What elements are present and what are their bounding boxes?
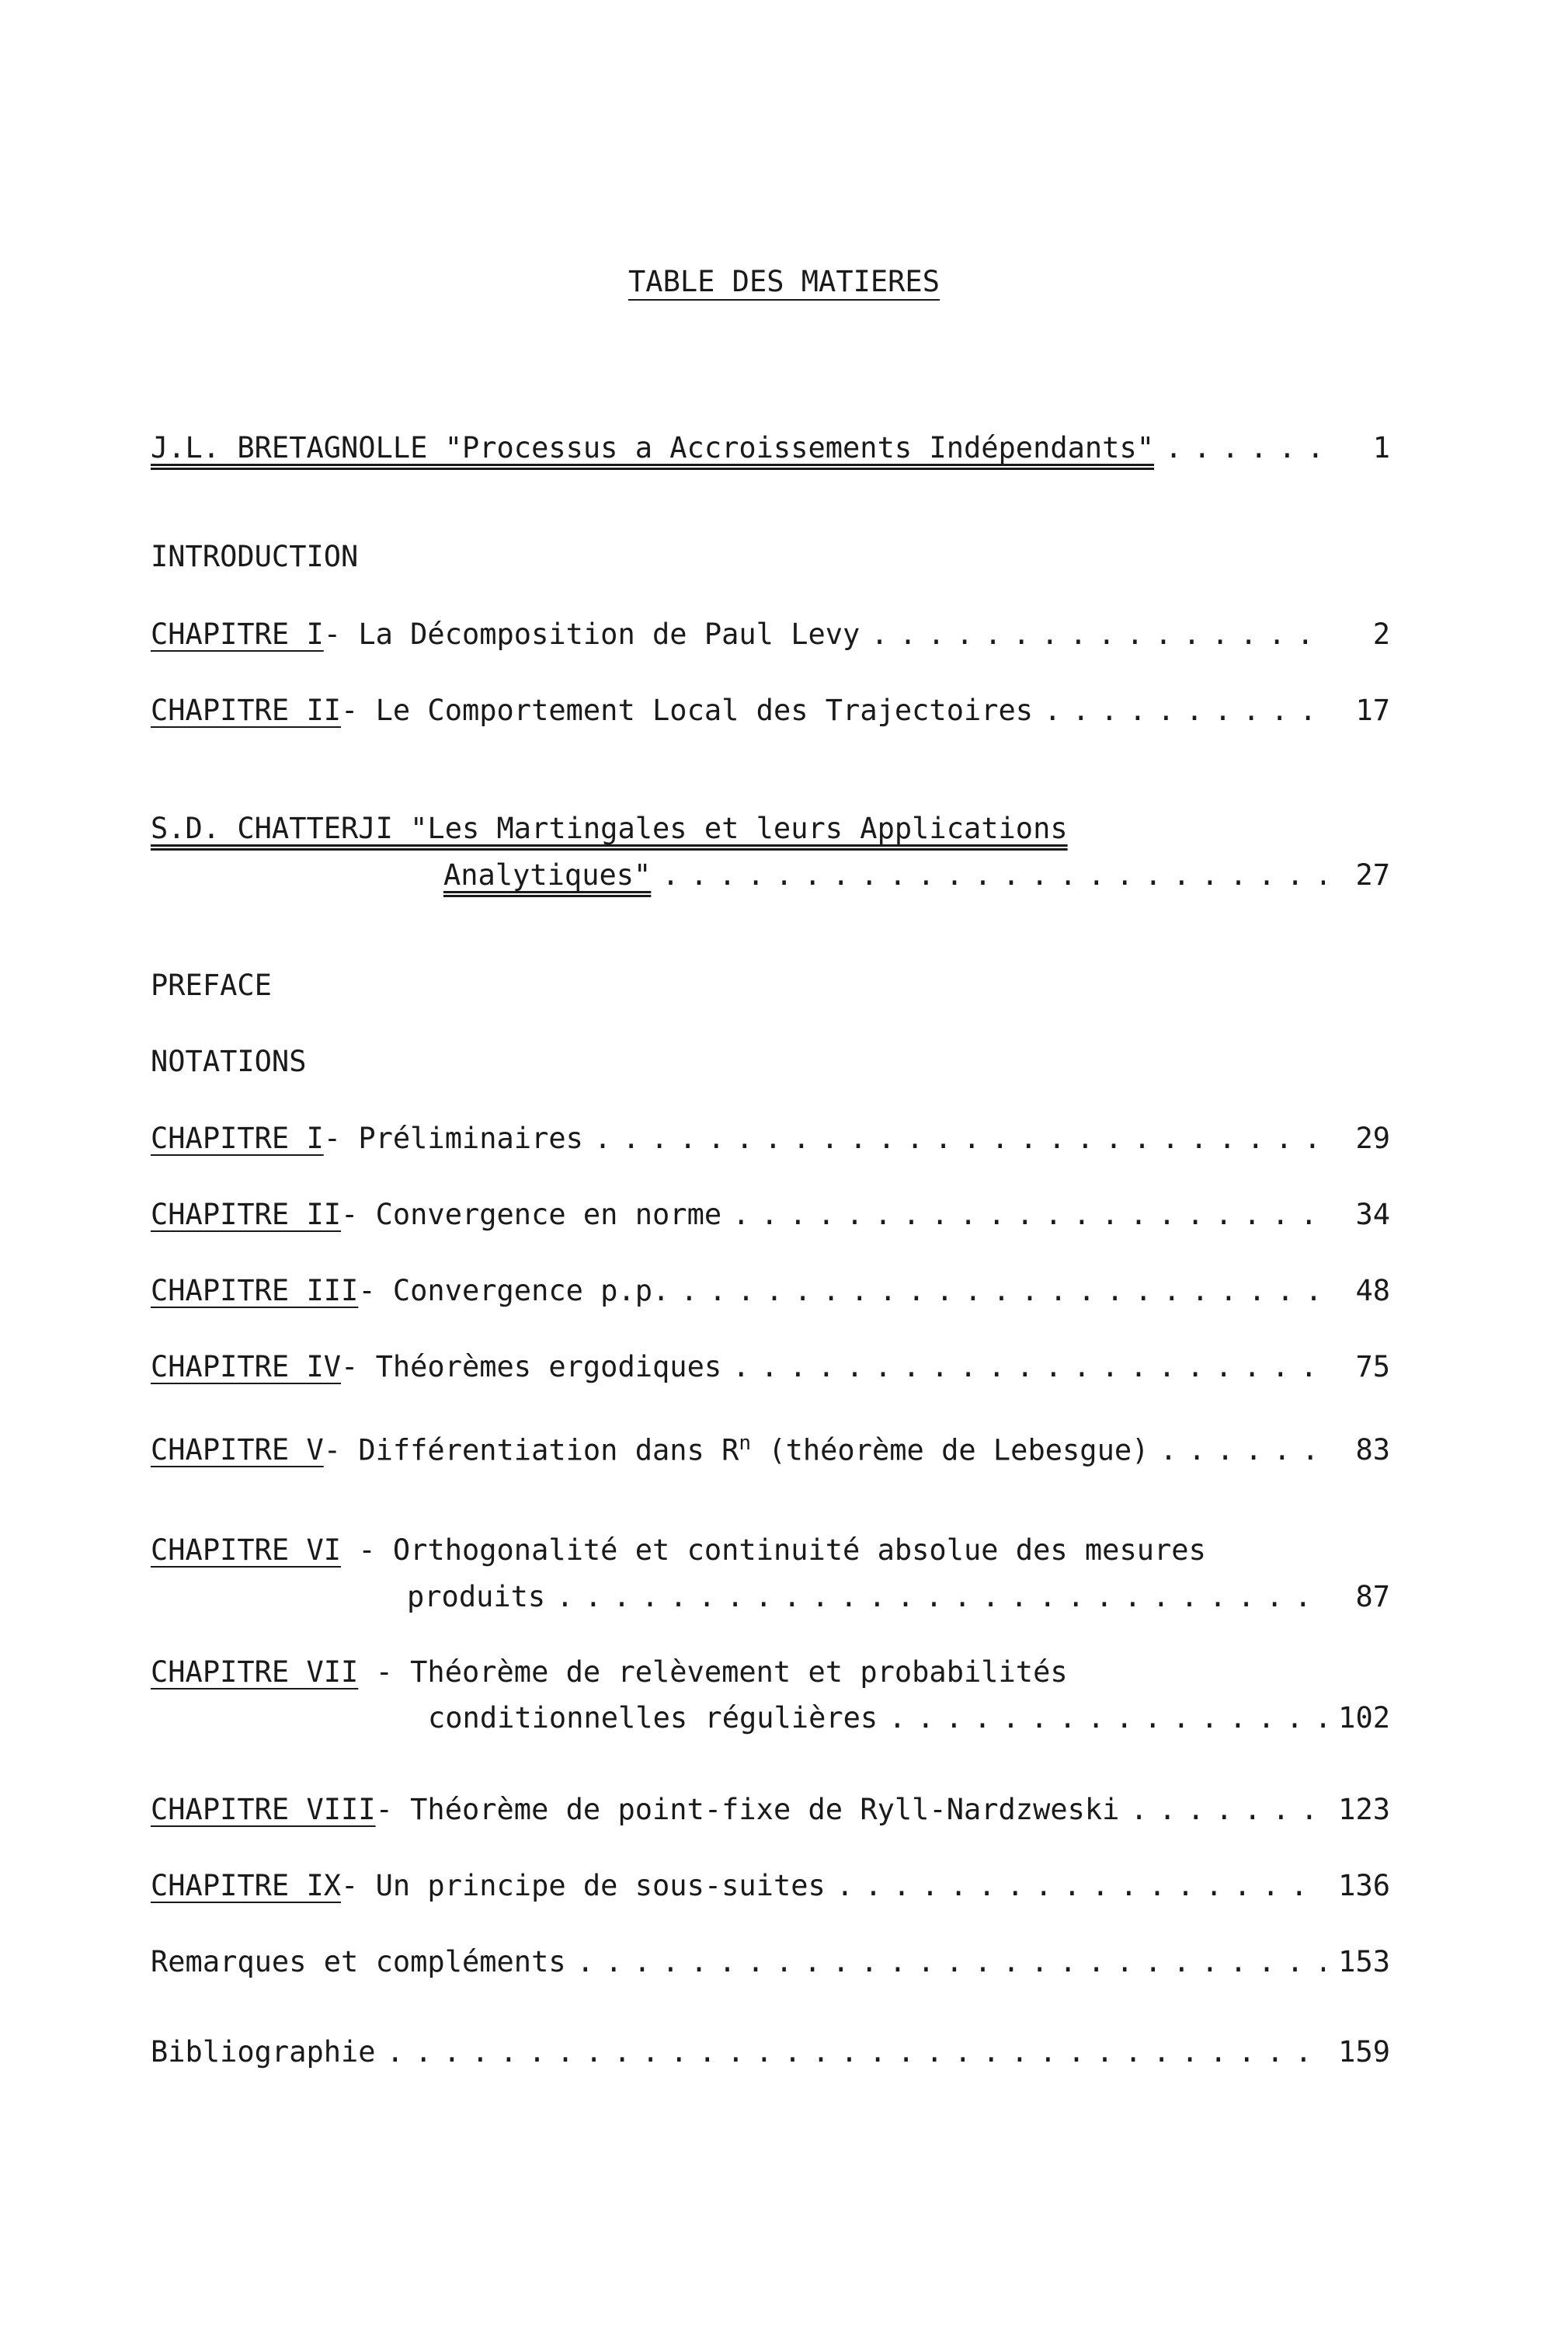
section-heading-line2: Analytiques" <box>443 858 652 892</box>
toc-entry[interactable] <box>151 1425 1390 1467</box>
chapter-title: - Convergence en norme <box>341 1198 722 1231</box>
toc-entry[interactable] <box>151 1273 1390 1309</box>
chapter-label: CHAPITRE VII <box>151 1655 359 1689</box>
chapter-label: CHAPITRE I <box>151 618 324 651</box>
toc-entry-line2[interactable] <box>407 1579 1390 1615</box>
leader-dots <box>594 1121 1325 1157</box>
chapter-title: - Préliminaires <box>323 1122 583 1155</box>
chapter-title: - Théorème de relèvement et probabilités <box>358 1655 1068 1689</box>
toc-entry[interactable] <box>151 1121 1390 1157</box>
chapter-label: CHAPITRE II <box>151 1198 342 1231</box>
chapter-title: - Orthogonalité et continuité absolue des mesures <box>341 1533 1206 1567</box>
chapter-label: CHAPITRE III <box>151 1274 359 1307</box>
toc-entry[interactable] <box>151 693 1390 729</box>
page-number: 123 <box>1338 1793 1390 1826</box>
page-number: 2 <box>1372 618 1390 651</box>
superscript: n <box>739 1432 752 1455</box>
chapter-label: CHAPITRE IX <box>151 1869 342 1902</box>
leader-dots <box>732 1197 1325 1233</box>
chapter-title-cont: conditionnelles régulières <box>428 1701 878 1735</box>
section-heading-line1: S.D. CHATTERJI "Les Martingales et leurs Applications <box>151 812 1068 845</box>
leader-dots <box>732 1349 1325 1385</box>
leader-dots <box>1165 430 1325 466</box>
toc-entry[interactable] <box>151 1868 1390 1904</box>
entry-label: Remarques et compléments <box>151 1945 566 1978</box>
chapter-label: CHAPITRE VIII <box>151 1793 376 1826</box>
toc-entry[interactable] <box>151 1349 1390 1385</box>
page-title: TABLE DES MATIERES <box>628 265 940 298</box>
leader-dots <box>1159 1432 1325 1468</box>
leader-dots <box>556 1579 1325 1615</box>
toc-entry-chatterji[interactable] <box>443 858 1390 893</box>
chapter-label: CHAPITRE II <box>151 694 342 727</box>
toc-entry-remarques[interactable] <box>151 1944 1390 1980</box>
chapter-title: - Convergence p.p. <box>358 1274 670 1307</box>
page-number: 48 <box>1355 1274 1390 1307</box>
chapter-title: - Différentiation dans $R^n$ (théorème de Lebesgue) <box>323 1432 1149 1467</box>
section-heading: J.L. BRETAGNOLLE "Processus a Accroissements Indépendants" <box>151 431 1155 465</box>
toc-entry[interactable] <box>151 1792 1390 1828</box>
page-number: 83 <box>1355 1433 1390 1467</box>
chapter-title: - Théorème de point-fixe de Ryll-Nardzweski <box>375 1793 1120 1826</box>
page-number: 29 <box>1355 1122 1390 1155</box>
chapter-title-cont: produits <box>407 1580 546 1613</box>
leader-dots <box>1044 693 1325 729</box>
chapter-title: - Le Comportement Local des Trajectoires <box>341 694 1034 727</box>
page-number: 102 <box>1338 1701 1390 1735</box>
chapter-title: - La Décomposition de Paul Levy <box>323 618 860 651</box>
leader-dots <box>871 617 1325 652</box>
leader-dots <box>662 858 1325 893</box>
notations-label: NOTATIONS <box>151 1045 307 1078</box>
toc-entry-bibliographie[interactable] <box>151 2034 1390 2070</box>
introduction-label: INTRODUCTION <box>151 540 359 573</box>
chapter-title: - Un principe de sous-suites <box>341 1869 826 1902</box>
toc-entry[interactable] <box>151 617 1390 652</box>
leader-dots <box>888 1700 1325 1736</box>
page-number: 153 <box>1338 1945 1390 1978</box>
chapter-label: CHAPITRE IV <box>151 1350 342 1383</box>
page-number: 87 <box>1355 1580 1390 1613</box>
leader-dots <box>836 1868 1325 1904</box>
entry-label: Bibliographie <box>151 2035 376 2069</box>
preface-label: PREFACE <box>151 969 272 1002</box>
page-number: 34 <box>1355 1198 1390 1231</box>
page-number: 27 <box>1355 858 1390 892</box>
page-number: 136 <box>1338 1869 1390 1902</box>
page-number: 17 <box>1355 694 1390 727</box>
chapter-title: - Théorèmes ergodiques <box>341 1350 722 1383</box>
chapter-label: CHAPITRE V <box>151 1433 324 1467</box>
toc-entry-line1[interactable] <box>151 1655 1390 1690</box>
toc-entry-bretagnolle[interactable] <box>151 430 1390 466</box>
leader-dots <box>577 1944 1325 1980</box>
toc-entry-line1[interactable] <box>151 1533 1390 1568</box>
page-number: 159 <box>1338 2035 1390 2069</box>
leader-dots <box>1130 1792 1325 1828</box>
chapter-label: CHAPITRE I <box>151 1122 324 1155</box>
page-number: 75 <box>1355 1350 1390 1383</box>
page-number: 1 <box>1372 431 1390 465</box>
toc-entry-line2[interactable] <box>428 1700 1390 1736</box>
chapter-label: CHAPITRE VI <box>151 1533 342 1567</box>
toc-entry[interactable] <box>151 1197 1390 1233</box>
leader-dots <box>680 1273 1325 1309</box>
leader-dots <box>387 2034 1325 2070</box>
